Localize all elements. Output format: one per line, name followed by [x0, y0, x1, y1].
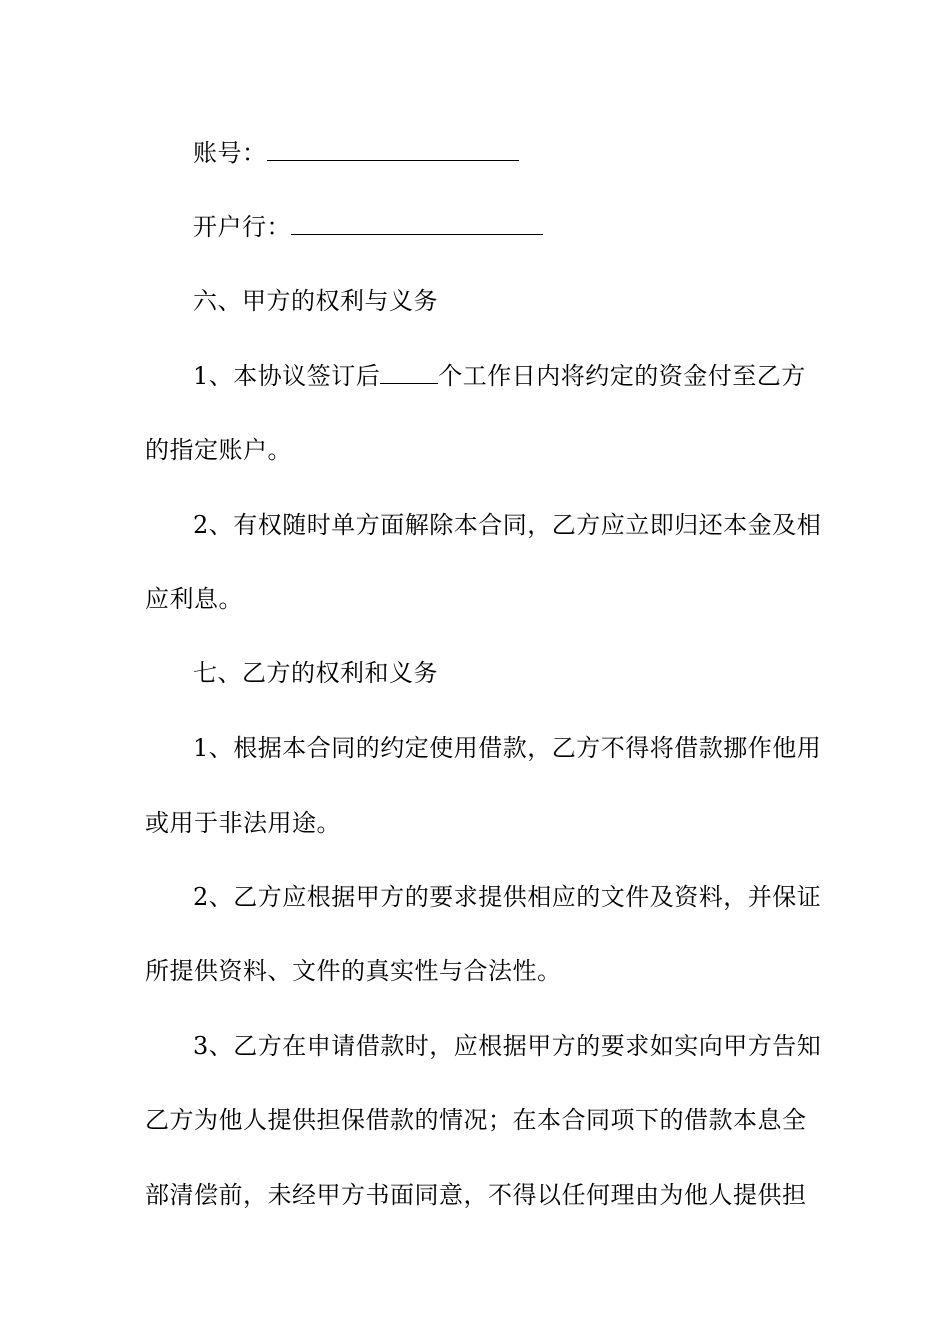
- section6-item1-days-blank: [380, 363, 438, 384]
- section7-heading: 七、乙方的权利和义务: [193, 659, 438, 687]
- section7-item3-line2: 乙方为他人提供担保借款的情况；在本合同项下的借款本息全: [145, 1106, 807, 1134]
- account-blank: [267, 140, 519, 161]
- bank-label: 开户行：: [193, 213, 291, 241]
- section6-item2-line1: 2、有权随时单方面解除本合同，乙方应立即归还本金及相: [193, 511, 822, 539]
- section6-item1-line1: [193, 361, 806, 391]
- section6-item1-after-blank: 个工作日内将约定的资金付至乙方: [438, 362, 806, 390]
- section7-item2-line1: 2、乙方应根据甲方的要求提供相应的文件及资料，并保证: [193, 883, 822, 911]
- section7-item3-line1: 3、乙方在申请借款时，应根据甲方的要求如实向甲方告知: [193, 1032, 822, 1060]
- section7-item1-line2: 或用于非法用途。: [145, 809, 341, 837]
- bank-blank: [291, 214, 543, 235]
- section7-item2-line2: 所提供资料、文件的真实性与合法性。: [145, 957, 562, 985]
- account-line: [193, 138, 519, 168]
- section6-item1-before-blank: 1、本协议签订后: [193, 362, 381, 390]
- bank-line: [193, 212, 543, 242]
- account-label: 账号：: [193, 139, 267, 167]
- section7-item1-line1: 1、根据本合同的约定使用借款，乙方不得将借款挪作他用: [193, 734, 822, 762]
- section6-item2-line2: 应利息。: [145, 585, 243, 613]
- section6-item1-line2: 的指定账户。: [145, 436, 292, 464]
- section7-item3-line3: 部清偿前，未经甲方书面同意，不得以任何理由为他人提供担: [145, 1181, 807, 1209]
- section6-heading: 六、甲方的权利与义务: [193, 287, 438, 315]
